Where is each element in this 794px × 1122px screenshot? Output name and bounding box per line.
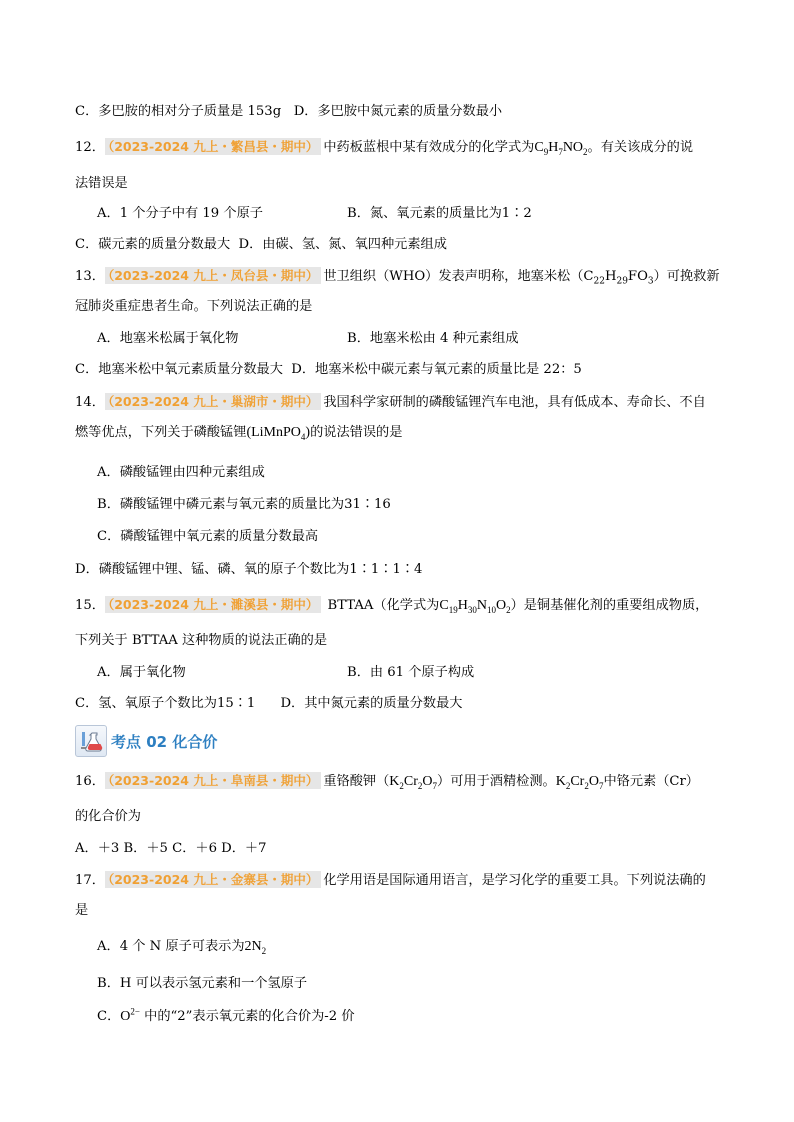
q17-stem-line2: 是 bbox=[75, 903, 89, 918]
q16-f2-k: K bbox=[555, 774, 566, 789]
q15-option-d: D．其中氮元素的质量分数最大 bbox=[280, 696, 463, 711]
q15-f-n-sub: 10 bbox=[486, 604, 496, 615]
q16-stem-after: 中铬元素（Cr） bbox=[603, 774, 699, 789]
q13-stem-text: 世卫组织（WHO）发表声明称，地塞米松（C bbox=[323, 269, 594, 284]
q14-stem-line2-before: 燃等优点，下列关于磷酸锰锂 bbox=[75, 425, 247, 440]
q14-formula-sub: 4 bbox=[300, 431, 306, 442]
q14-option-d: D．磷酸锰锂中锂、锰、磷、氧的原子个数比为1∶1∶1∶4 bbox=[75, 562, 423, 577]
q16-f2-o-sub: 7 bbox=[598, 780, 604, 791]
q17-a-formula-main: 2N bbox=[244, 939, 262, 954]
q17-source-tag: （2023-2024 九上・金寨县・期中） bbox=[105, 871, 321, 888]
q12-formula bbox=[534, 140, 587, 155]
q16-stem bbox=[75, 772, 699, 791]
q15-f-c: C bbox=[439, 598, 449, 613]
q14-stem-line2-after: 的说法错误的是 bbox=[310, 425, 403, 440]
q12-f-c-sub: 9 bbox=[543, 146, 549, 157]
q12-option-d: D．由碳、氢、氮、氧四种元素组成 bbox=[238, 237, 447, 252]
q12-stem-line2: 法错误是 bbox=[75, 176, 128, 191]
q17-number: 17． bbox=[75, 873, 105, 888]
q16-number: 16． bbox=[75, 774, 105, 789]
q12-stem bbox=[75, 138, 693, 157]
q13-source-tag: （2023-2024 九上・凤台县・期中） bbox=[105, 267, 321, 284]
q16-f1-k-sub: 2 bbox=[399, 780, 404, 791]
q17-option-a bbox=[97, 938, 266, 956]
q15-options-cd bbox=[75, 695, 463, 713]
q12-option-c: C．碳元素的质量分数最大 bbox=[75, 237, 231, 252]
q15-f-o-sub: 2 bbox=[506, 604, 511, 615]
q14-source-tag: （2023-2024 九上・巢湖市・期中） bbox=[105, 393, 321, 410]
q12-options-cd bbox=[75, 236, 447, 254]
q14-formula: (LiMnPO$_4$) bbox=[246, 425, 311, 442]
q13-f1: 22 bbox=[593, 276, 605, 287]
q16-f1-cr-sub: 2 bbox=[417, 780, 423, 791]
q15-source-tag: （2023-2024 九上・濉溪县・期中） bbox=[105, 596, 321, 613]
q16-formula-1 bbox=[389, 774, 437, 789]
q14-option-a: A．磷酸锰锂由四种元素组成 bbox=[97, 465, 265, 480]
q17-a-formula-sub: 2 bbox=[261, 945, 267, 956]
q16-formula-2 bbox=[556, 774, 604, 789]
q17-option-a-text: A．4 个 N 原子可表示为 bbox=[97, 939, 245, 954]
q13-f4: FO bbox=[627, 269, 648, 284]
q13-option-d: D．地塞米松中碳元素与氧元素的质量比是 22：5 bbox=[291, 362, 582, 377]
q14-option-c: C．磷酸锰锂中氧元素的质量分数最高 bbox=[97, 529, 319, 544]
q15-stem-after: ）是铜基催化剂的重要组成物质， bbox=[510, 598, 709, 613]
q15-f-o: O bbox=[495, 598, 507, 613]
q14-stem bbox=[75, 393, 706, 412]
q16-f1-cr: Cr bbox=[403, 774, 418, 789]
q15-formula bbox=[439, 598, 510, 613]
q15-number: 15． bbox=[75, 598, 105, 613]
q11-options-cd bbox=[75, 103, 502, 121]
q13-option-c: C．地塞米松中氧元素质量分数最大 bbox=[75, 362, 283, 377]
q14-stem-line2 bbox=[75, 424, 402, 442]
q16-f2-cr: Cr bbox=[570, 774, 585, 789]
q17-c-ion-main: O bbox=[120, 1009, 131, 1024]
q15-f-c-sub: 19 bbox=[448, 604, 458, 615]
q16-f1-o-sub: 7 bbox=[432, 780, 438, 791]
section-title: 考点 02 化合价 bbox=[111, 732, 218, 751]
q16-stem-before: 重铬酸钾（ bbox=[323, 774, 390, 789]
q16-f1-k: K bbox=[389, 774, 400, 789]
q12-f-h: H bbox=[548, 140, 559, 155]
q16-f2-k-sub: 2 bbox=[565, 780, 571, 791]
q17-stem-text: 化学用语是国际通用语言，是学习化学的重要工具。下列说法确的 bbox=[323, 873, 706, 888]
q14-formula-main: LiMnPO bbox=[251, 425, 301, 440]
q16-stem-line2: 的化合价为 bbox=[75, 809, 141, 824]
q15-stem bbox=[75, 596, 708, 615]
q14-number: 14． bbox=[75, 395, 105, 410]
q12-f-no: NO bbox=[562, 140, 584, 155]
q13-option-b: B．地塞米松由 4 种元素组成 bbox=[347, 331, 519, 346]
q13-stem-after: ）可挽救新 bbox=[653, 269, 720, 284]
q12-number: 12． bbox=[75, 140, 105, 155]
q14-option-b: B．磷酸锰锂中磷元素与氧元素的质量比为31∶16 bbox=[97, 497, 391, 512]
q13-option-a: A．地塞米松属于氧化物 bbox=[97, 331, 239, 346]
q16-f1-o: O bbox=[422, 774, 433, 789]
q17-option-c-label: C． bbox=[97, 1009, 121, 1024]
q13-stem bbox=[75, 267, 720, 286]
q12-f-c: C bbox=[534, 140, 544, 155]
q13-options-cd bbox=[75, 361, 582, 379]
q12-f-h-sub: 7 bbox=[558, 146, 563, 157]
q16-f2-cr-sub: 2 bbox=[584, 780, 589, 791]
q15-option-b: B．由 61 个原子构成 bbox=[347, 665, 475, 680]
q12-source-tag: （2023-2024 九上・繁昌县・期中） bbox=[105, 138, 321, 155]
q17-stem bbox=[75, 871, 706, 890]
q11-option-c: C．多巴胺的相对分子质量是 153g bbox=[75, 104, 282, 119]
q15-f-h: H bbox=[457, 598, 468, 613]
q16-f2-o: O bbox=[588, 774, 599, 789]
q12-option-a: A．1 个分子中有 19 个原子 bbox=[97, 206, 263, 221]
q17-option-c-ion bbox=[120, 1006, 140, 1024]
q13-stem-line2: 冠肺炎重症患者生命。下列说法正确的是 bbox=[75, 299, 313, 314]
section-header bbox=[75, 724, 217, 758]
q13-f2: H bbox=[604, 269, 617, 284]
q17-c-ion-sup: 2− bbox=[130, 1006, 140, 1017]
q17-option-c bbox=[97, 1008, 355, 1026]
q12-stem-text: 中药板蓝根中某有效成分的化学式为 bbox=[323, 140, 535, 155]
q13-number: 13． bbox=[75, 269, 105, 284]
q13-f5: 3 bbox=[647, 276, 654, 287]
q11-option-d: D．多巴胺中氮元素的质量分数最小 bbox=[293, 104, 503, 119]
q12-option-b: B．氮、氧元素的质量比为1∶2 bbox=[347, 206, 532, 221]
q17-option-a-formula bbox=[245, 939, 267, 954]
q12-stem-after: 。有关该成分的说 bbox=[587, 140, 694, 155]
q12-f-o-sub: 2 bbox=[583, 146, 588, 157]
q16-source-tag: （2023-2024 九上・阜南县・期中） bbox=[105, 772, 321, 789]
q14-stem-text: 我国科学家研制的磷酸锰锂汽车电池，具有低成本、寿命长、不自 bbox=[323, 395, 706, 410]
q15-option-c: C．氢、氧原子个数比为15∶1 bbox=[75, 696, 256, 711]
q15-stem-line2: 下列关于 BTTAA 这种物质的说法正确的是 bbox=[75, 633, 328, 648]
q15-stem-text: BTTAA（化学式为 bbox=[327, 598, 440, 613]
q15-f-h-sub: 30 bbox=[467, 604, 477, 615]
q17-option-c-text: 中的“2”表示氧元素的化合价为-2 价 bbox=[139, 1009, 355, 1024]
q16-stem-mid: ）可用于酒精检测。 bbox=[437, 774, 556, 789]
q16-options: A．＋3 B．＋5 C．＋6 D．＋7 bbox=[75, 841, 267, 856]
lab-flask-icon bbox=[75, 725, 107, 757]
q15-option-a: A．属于氧化物 bbox=[97, 665, 186, 680]
q13-f3: 29 bbox=[616, 276, 628, 287]
q17-option-b: B．H 可以表示氢元素和一个氢原子 bbox=[97, 976, 308, 991]
q15-f-n: N bbox=[476, 598, 487, 613]
